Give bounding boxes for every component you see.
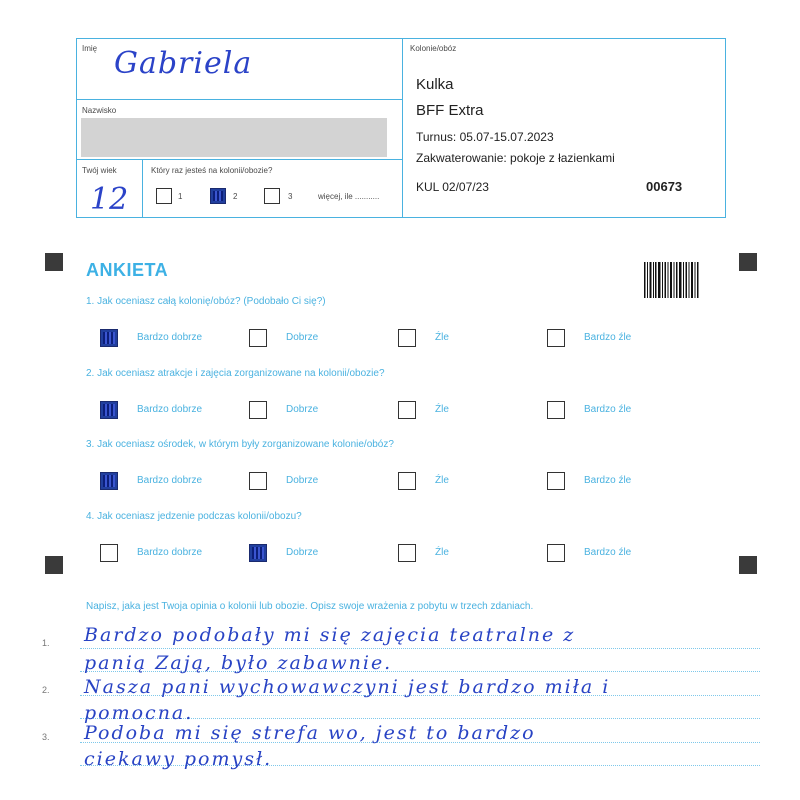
q1-checkbox-2[interactable] bbox=[249, 329, 267, 347]
q2-option-label-3: Źle bbox=[435, 404, 449, 415]
q4-checkbox-4[interactable] bbox=[547, 544, 565, 562]
q4-option-label-2: Dobrze bbox=[286, 547, 319, 558]
question-3: 3. Jak oceniasz ośrodek, w którym były zorganizowane kolonie/obóz? bbox=[86, 439, 394, 450]
visit-option-1: 1 bbox=[178, 192, 183, 201]
q1-checkbox-3[interactable] bbox=[398, 329, 416, 347]
visit-question: Który raz jesteś na kolonii/obozie? bbox=[151, 166, 273, 175]
header-form bbox=[76, 38, 726, 218]
first-name-value: Gabriela bbox=[114, 46, 253, 81]
handwriting-line-3: Nasza pani wychowawczyni jest bardzo miła i bbox=[84, 676, 611, 698]
handwriting-line-1: Bardzo podobały mi się zajęcia teatralne z bbox=[84, 624, 576, 646]
q2-option-label-4: Bardzo źle bbox=[584, 404, 632, 415]
handwriting-line-6: ciekawy pomysł. bbox=[84, 748, 273, 770]
handwriting-line-5: Podoba mi się strefa wo, jest to bardzo bbox=[84, 722, 536, 744]
q4-checkbox-2[interactable] bbox=[249, 544, 267, 562]
line-number-2: 2. bbox=[42, 685, 50, 695]
registration-mark-top-right bbox=[739, 253, 757, 271]
visit-checkbox-2[interactable] bbox=[210, 188, 226, 204]
q2-checkbox-4[interactable] bbox=[547, 401, 565, 419]
question-1: 1. Jak oceniasz całą kolonię/obóz? (Podobało Ci się?) bbox=[86, 296, 326, 307]
line-number-3: 3. bbox=[42, 732, 50, 742]
q3-option-label-4: Bardzo źle bbox=[584, 475, 632, 486]
q3-checkbox-1[interactable] bbox=[100, 472, 118, 490]
q3-checkbox-4[interactable] bbox=[547, 472, 565, 490]
q4-option-label-1: Bardzo dobrze bbox=[137, 547, 203, 558]
visit-checkbox-1[interactable] bbox=[156, 188, 172, 204]
last-name-label: Nazwisko bbox=[82, 106, 117, 115]
q2-checkbox-1[interactable] bbox=[100, 401, 118, 419]
question-2: 2. Jak oceniasz atrakcje i zajęcia zorganizowane na kolonii/obozie? bbox=[86, 368, 385, 379]
survey-title: ANKIETA bbox=[86, 260, 169, 280]
camp-name-1: Kulka bbox=[416, 76, 454, 93]
q2-checkbox-2[interactable] bbox=[249, 401, 267, 419]
q3-checkbox-3[interactable] bbox=[398, 472, 416, 490]
opinion-prompt: Napisz, jaka jest Twoja opinia o kolonii lub obozie. Opisz swoje wrażenia z pobytu w trzech zdaniach. bbox=[86, 601, 534, 612]
q1-option-label-3: Źle bbox=[435, 332, 449, 343]
first-name-label: Imię bbox=[82, 44, 98, 53]
visit-option-more: więcej, ile ........... bbox=[318, 192, 380, 201]
last-name-redaction bbox=[81, 118, 387, 157]
q2-option-label-1: Bardzo dobrze bbox=[137, 404, 203, 415]
q3-checkbox-2[interactable] bbox=[249, 472, 267, 490]
q1-checkbox-4[interactable] bbox=[547, 329, 565, 347]
q2-option-label-2: Dobrze bbox=[286, 404, 319, 415]
q1-option-label-4: Bardzo źle bbox=[584, 332, 632, 343]
q3-option-label-1: Bardzo dobrze bbox=[137, 475, 203, 486]
registration-mark-bottom-right bbox=[739, 556, 757, 574]
camp-code: KUL 02/07/23 bbox=[416, 180, 489, 194]
registration-mark-top-left bbox=[45, 253, 63, 271]
camp-name-2: BFF Extra bbox=[416, 102, 484, 119]
age-value: 12 bbox=[90, 182, 129, 217]
age-label: Twój wiek bbox=[82, 166, 117, 175]
form-number: 00673 bbox=[646, 179, 683, 194]
q4-checkbox-1[interactable] bbox=[100, 544, 118, 562]
visit-option-3: 3 bbox=[288, 192, 293, 201]
q3-option-label-3: Źle bbox=[435, 475, 449, 486]
turnus: Turnus: 05.07-15.07.2023 bbox=[416, 130, 554, 144]
question-4: 4. Jak oceniasz jedzenie podczas kolonii/obozu? bbox=[86, 511, 302, 522]
barcode bbox=[644, 262, 700, 298]
q1-option-label-1: Bardzo dobrze bbox=[137, 332, 203, 343]
writing-line bbox=[80, 648, 760, 649]
visit-checkbox-3[interactable] bbox=[264, 188, 280, 204]
visit-option-2: 2 bbox=[233, 192, 238, 201]
accommodation: Zakwaterowanie: pokoje z łazienkami bbox=[416, 151, 615, 165]
q4-option-label-3: Źle bbox=[435, 547, 449, 558]
q4-option-label-4: Bardzo źle bbox=[584, 547, 632, 558]
handwriting-line-4: pomocna. bbox=[84, 702, 194, 724]
registration-mark-bottom-left bbox=[45, 556, 63, 574]
q3-option-label-2: Dobrze bbox=[286, 475, 319, 486]
q1-checkbox-1[interactable] bbox=[100, 329, 118, 347]
line-number-1: 1. bbox=[42, 638, 50, 648]
handwriting-line-2: panią Zają, było zabawnie. bbox=[84, 652, 393, 674]
q2-checkbox-3[interactable] bbox=[398, 401, 416, 419]
q4-checkbox-3[interactable] bbox=[398, 544, 416, 562]
q1-option-label-2: Dobrze bbox=[286, 332, 319, 343]
camp-label: Kolonie/obóz bbox=[410, 44, 457, 53]
